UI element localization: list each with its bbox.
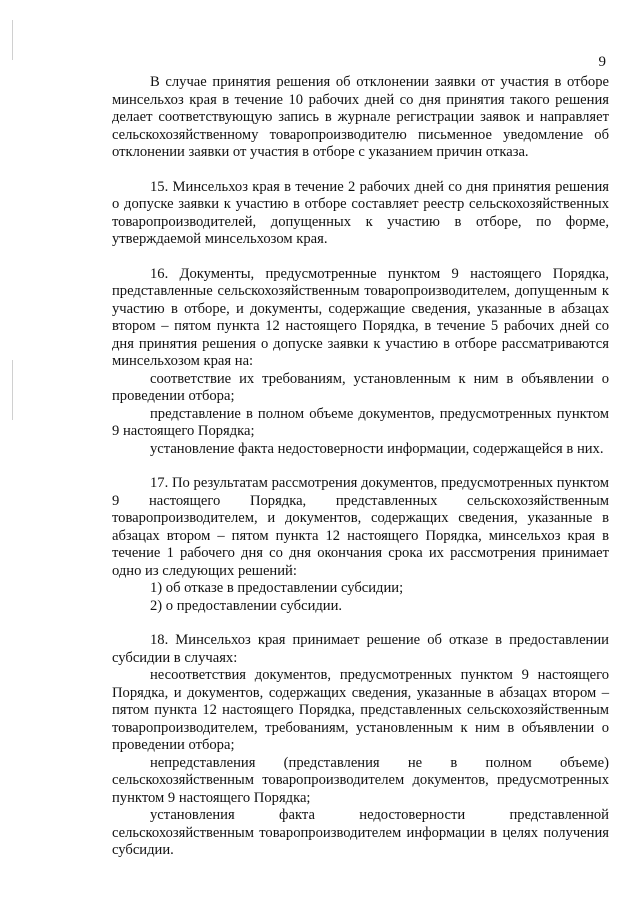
- paragraph-16-item-reliability: установление факта недостоверности информации, содержащейся в них.: [150, 440, 604, 457]
- paragraph-18-case-missing-documents: непредставления (представления не в полном объеме) сельскохозяйственным товаропроизводителем документов, предусмотренных пунктом 9 настоящего Порядка;: [112, 754, 609, 806]
- page-number: 9: [598, 54, 606, 70]
- paragraph-18-case-false-information: установления факта недостоверности представленной сельскохозяйственным товаропроизводителем информации в целях получения субсидии.: [112, 807, 609, 858]
- document-body: [112, 74, 609, 860]
- scan-edge-mark: [12, 20, 13, 60]
- paragraph-18-case-nonconformity: несоответствия документов, предусмотренных пунктом 9 настоящего Порядка, и документов, содержащих сведения, указанные в абзацах втором – пятом пункта 12 настоящего Порядка, представленных сельскохозяйственным товаропроизводителем, требованиям, установленным к ним в объявлении о проведении отбора;: [112, 667, 609, 753]
- paragraph-16: 16. Документы, предусмотренные пунктом 9 настоящего Порядка, представленные сельскохозяйственным товаропроизводителем, допущенным к участию в отборе, и документы, содержащие сведения, указанные в абзацах втором – пятом пункта 12 настоящего Порядка, в течение 5 рабочих дней со дня принятия решения о допуске заявки к участию в отборе рассматриваются минсельхозом края на:: [112, 265, 609, 369]
- paragraph-17-option-refusal: 1) об отказе в предоставлении субсидии;: [150, 580, 404, 596]
- paragraph-18: 18. Минсельхоз края принимает решение об отказе в предоставлении субсидии в случаях:: [112, 632, 609, 666]
- scan-edge-mark: [12, 360, 13, 420]
- paragraph-16-item-compliance: соответствие их требованиям, установленным к ним в объявлении о проведении отбора;: [112, 370, 609, 404]
- paragraph-16-item-completeness: представление в полном объеме документов, предусмотренных пунктом 9 настоящего Порядка;: [112, 405, 609, 439]
- paragraph-17: 17. По результатам рассмотрения документов, предусмотренных пунктом 9 настоящего Порядка, представленных сельскохозяйственным товаропроизводителем, и документов, содержащих сведения, указанные в абзацах втором – пятом пункта 12 настоящего Порядка, минсельхоз края в течение 1 рабочего дня со дня окончания срока их рассмотрения принимает одно из следующих решений:: [112, 475, 609, 579]
- paragraph-rejection-notice: В случае принятия решения об отклонении заявки от участия в отборе минсельхоз края в течение 10 рабочих дней со дня принятия такого решения делает соответствующую запись в журнале регистрации заявок и направляет сельскохозяйственному товаропроизводителю письменное уведомление об отклонении заявки от участия в отборе с указанием причин отказа.: [112, 74, 609, 160]
- paragraph-17-option-grant: 2) о предоставлении субсидии.: [150, 597, 343, 614]
- paragraph-15: 15. Минсельхоз края в течение 2 рабочих дней со дня принятия решения о допуске заявки к участию в отборе составляет реестр сельскохозяйственных товаропроизводителей, допущенных к участию в отборе, по форме, утверждаемой минсельхозом края.: [112, 178, 609, 247]
